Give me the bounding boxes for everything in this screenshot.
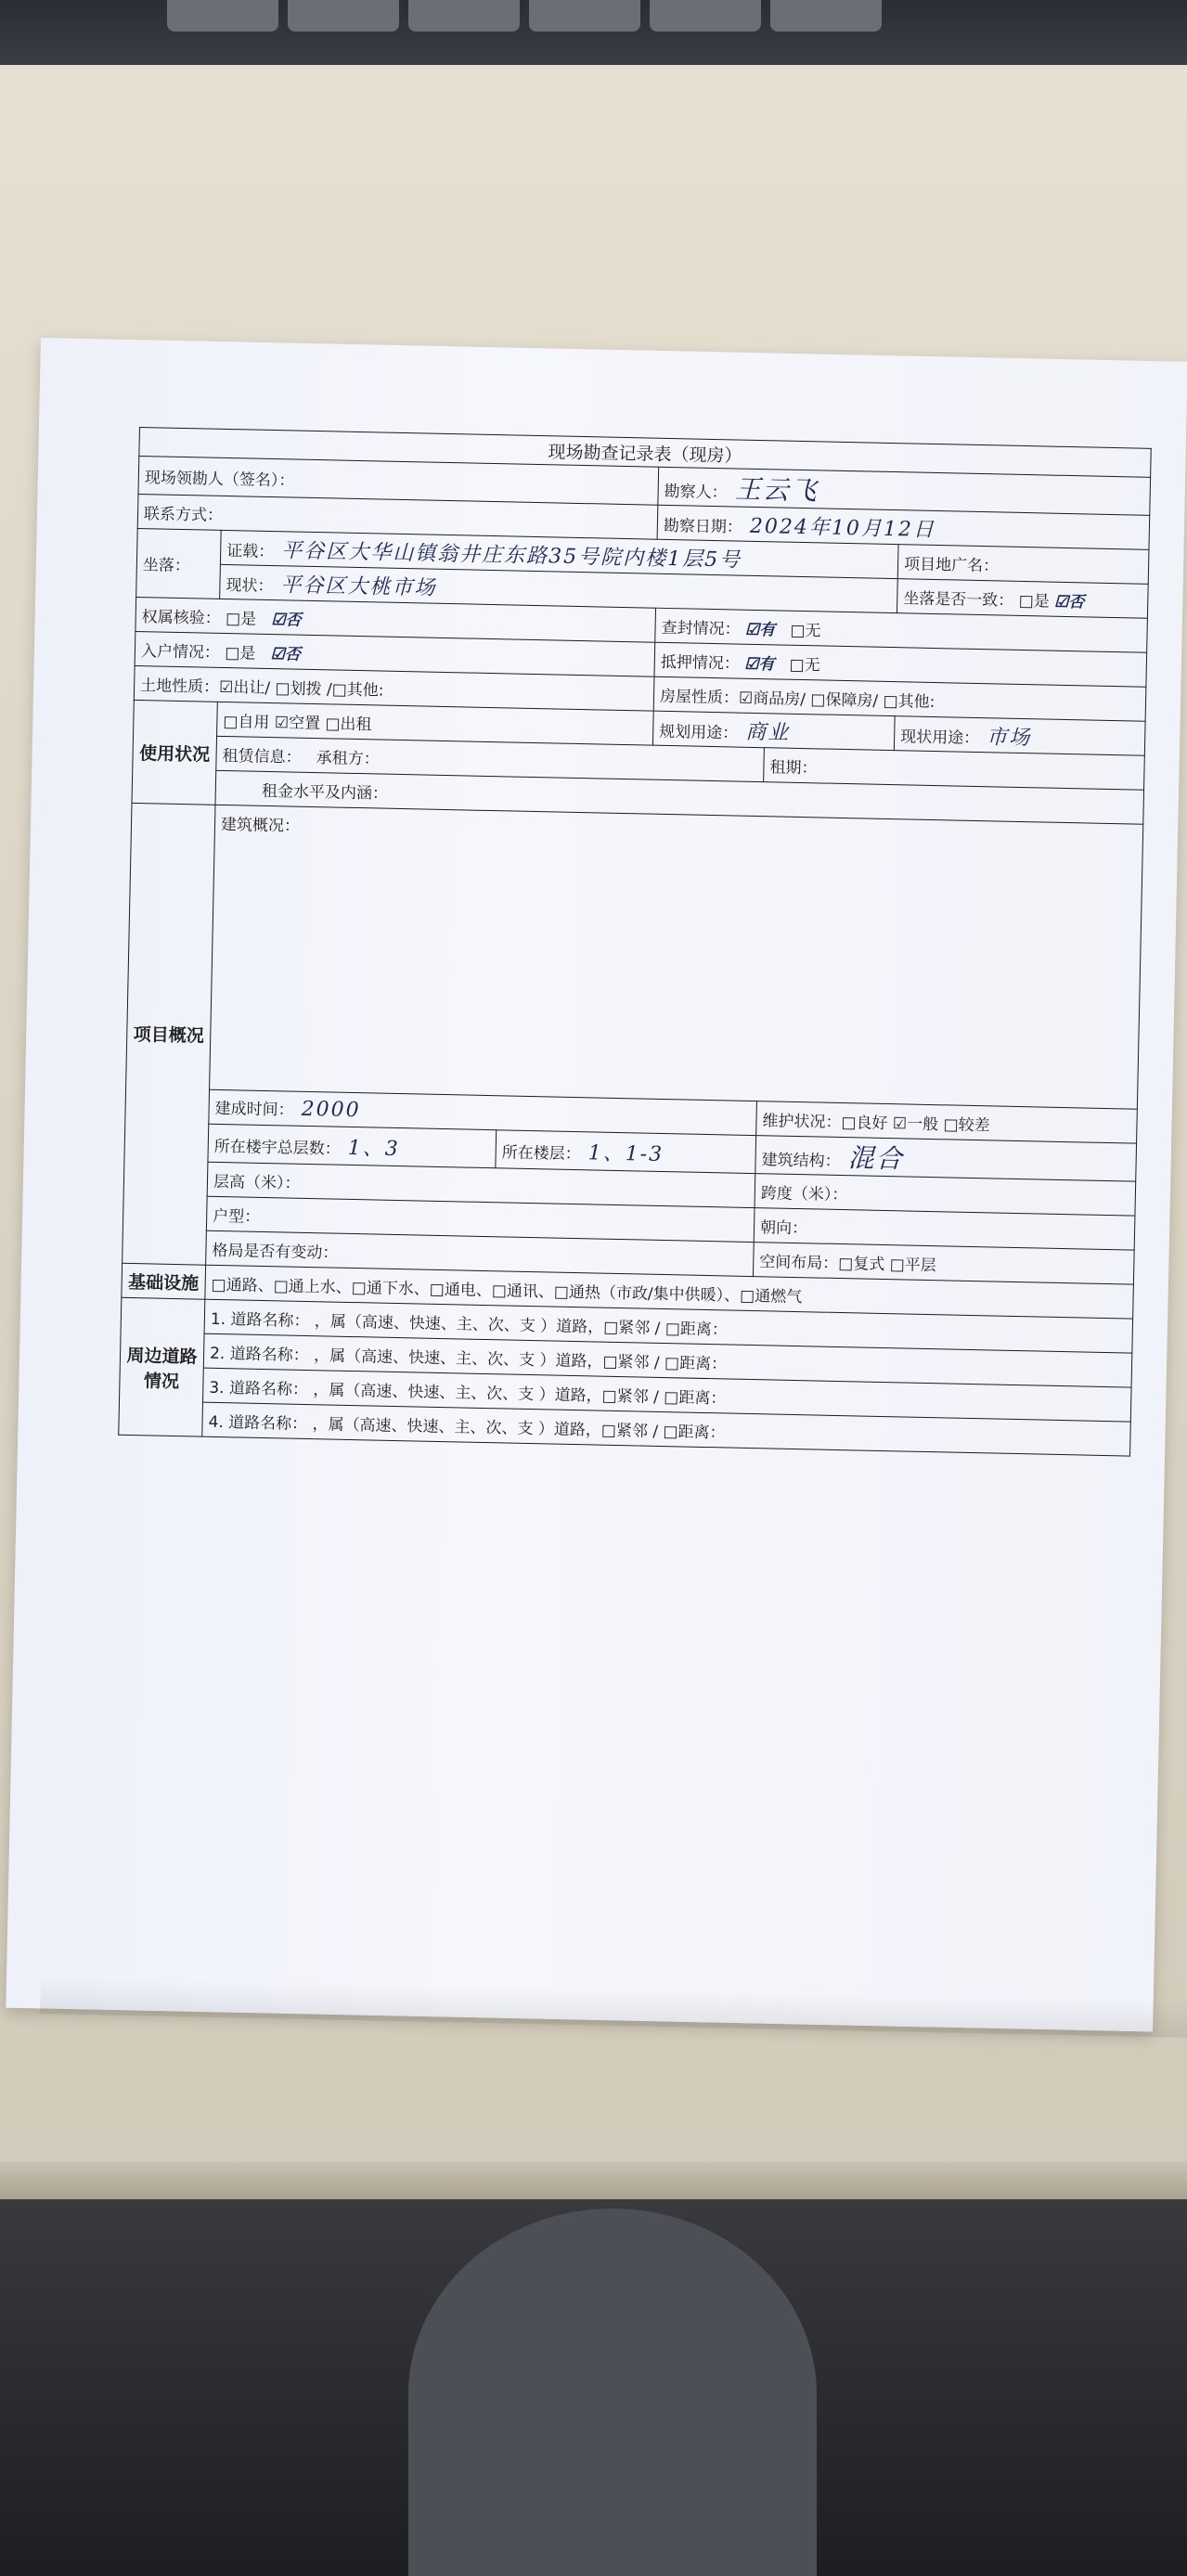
location-label: 坐落：	[136, 528, 222, 599]
space-options[interactable]: □复式 □平层	[838, 1254, 937, 1275]
land-field[interactable]: 土地性质：☑出让/ □划拨 /□其他:	[134, 665, 654, 711]
roads-section-label: 周边道路情况	[119, 1297, 205, 1436]
chair-shadow	[408, 2209, 817, 2576]
ownership-yes-checkbox[interactable]: □是	[225, 609, 257, 629]
keyboard	[0, 0, 1187, 65]
house-field[interactable]: 房屋性质：☑商品房/ □保障房/ □其他:	[653, 676, 1146, 721]
road-row[interactable]: 3. 道路名称： ，属（高速、快速、主、次、支 ）道路，□紧邻 / □距离：	[203, 1368, 1132, 1422]
mortgage-yes-checkbox[interactable]: ☑有	[743, 654, 775, 674]
ownership-no-checkbox[interactable]: ☑否	[271, 610, 302, 630]
pattern-change-field[interactable]: 格局是否有变动：	[206, 1230, 755, 1276]
maintenance-field[interactable]: 维护状况：□良好 ☑一般 □较差	[756, 1101, 1138, 1144]
consistent-yes-checkbox[interactable]: □是	[1018, 591, 1050, 612]
consistent-no-checkbox[interactable]: ☑否	[1053, 592, 1085, 612]
project-name-field[interactable]: 项目地广名：	[897, 545, 1149, 585]
mortgage-no-checkbox[interactable]: □无	[789, 655, 820, 675]
ownership-field[interactable]: 权属核验： □是 ☑否	[135, 597, 656, 642]
form-title: 现场勘查记录表（现房）	[139, 428, 1151, 478]
rent-field[interactable]: 租金水平及内涵：	[215, 770, 1144, 824]
house-options[interactable]: ☑商品房/ □保障房/ □其他:	[738, 689, 935, 712]
planned-use-field[interactable]: 规划用途： 商业	[652, 711, 895, 750]
lease-info-field[interactable]: 租赁信息： 承租方：	[216, 736, 765, 781]
current-field[interactable]: 现状： 平谷区大桃市场	[220, 564, 898, 612]
total-floors-field[interactable]: 所在楼宇总层数： 1、3	[208, 1124, 497, 1167]
project-section-label: 项目概况	[123, 803, 215, 1265]
road-row[interactable]: 2. 道路名称： ，属（高速、快速、主、次、支 ）道路，□紧邻 / □距离：	[203, 1333, 1132, 1387]
usage-options[interactable]: □自用 ☑空置 □出租	[217, 702, 654, 745]
floor-field[interactable]: 所在楼层： 1、1-3	[496, 1130, 756, 1174]
survey-form	[118, 427, 1151, 1457]
infra-options[interactable]: □通路、□通上水、□通下水、□通电、□通讯、□通热（市政/集中供暖）、□通燃气	[205, 1265, 1134, 1319]
seal-field[interactable]: 查封情况： ☑有 □无	[655, 608, 1148, 652]
span-field[interactable]: 跨度（米）：	[755, 1174, 1136, 1217]
maintenance-options[interactable]: □良好 ☑一般 □较差	[841, 1113, 990, 1135]
mortgage-field[interactable]: 抵押情况： ☑有 □无	[654, 642, 1147, 687]
guide-field[interactable]: 现场领勘人（签名）：	[138, 457, 659, 506]
space-field[interactable]: 空间布局：□复式 □平层	[753, 1243, 1134, 1285]
survey-table	[118, 427, 1152, 1457]
certificate-field[interactable]: 证载： 平谷区大华山镇翁井庄东路35号院内楼1层5号	[220, 530, 898, 578]
current-use-field[interactable]: 现状用途： 市场	[894, 716, 1145, 756]
entry-no-checkbox[interactable]: ☑否	[270, 644, 302, 664]
entry-field[interactable]: 入户情况： □是 ☑否	[135, 631, 655, 676]
date-field[interactable]: 勘察日期： 2024年10月12日	[657, 505, 1150, 549]
built-time-field[interactable]: 建成时间： 2000	[209, 1089, 757, 1135]
usage-section-label: 使用状况	[132, 700, 217, 805]
contact-field[interactable]: 联系方式：	[137, 494, 658, 539]
seal-no-checkbox[interactable]: □无	[790, 621, 821, 640]
road-row[interactable]: 4. 道路名称： ，属（高速、快速、主、次、支 ）道路，□紧邻 / □距离：	[202, 1402, 1131, 1456]
seal-yes-checkbox[interactable]: ☑有	[744, 620, 776, 639]
entry-yes-checkbox[interactable]: □是	[225, 643, 256, 663]
layout-field[interactable]: 户型：	[206, 1196, 755, 1242]
height-field[interactable]: 层高（米）：	[207, 1162, 755, 1207]
consistent-field[interactable]: 坐落是否一致： □是 ☑否	[897, 579, 1148, 619]
land-options[interactable]: ☑出让/ □划拨 /□其他:	[218, 677, 384, 701]
building-overview-field[interactable]: 建筑概况：	[210, 805, 1143, 1109]
structure-field[interactable]: 建筑结构： 混合	[755, 1136, 1137, 1182]
inspector-field[interactable]: 勘察人： 王云飞	[658, 467, 1151, 515]
orientation-field[interactable]: 朝向：	[754, 1208, 1135, 1251]
road-row[interactable]: 1. 道路名称： ，属（高速、快速、主、次、支 ）道路，□紧邻 / □距离：	[204, 1299, 1133, 1353]
lease-term-field[interactable]: 租期：	[764, 748, 1145, 791]
infra-section-label: 基础设施	[122, 1263, 206, 1299]
